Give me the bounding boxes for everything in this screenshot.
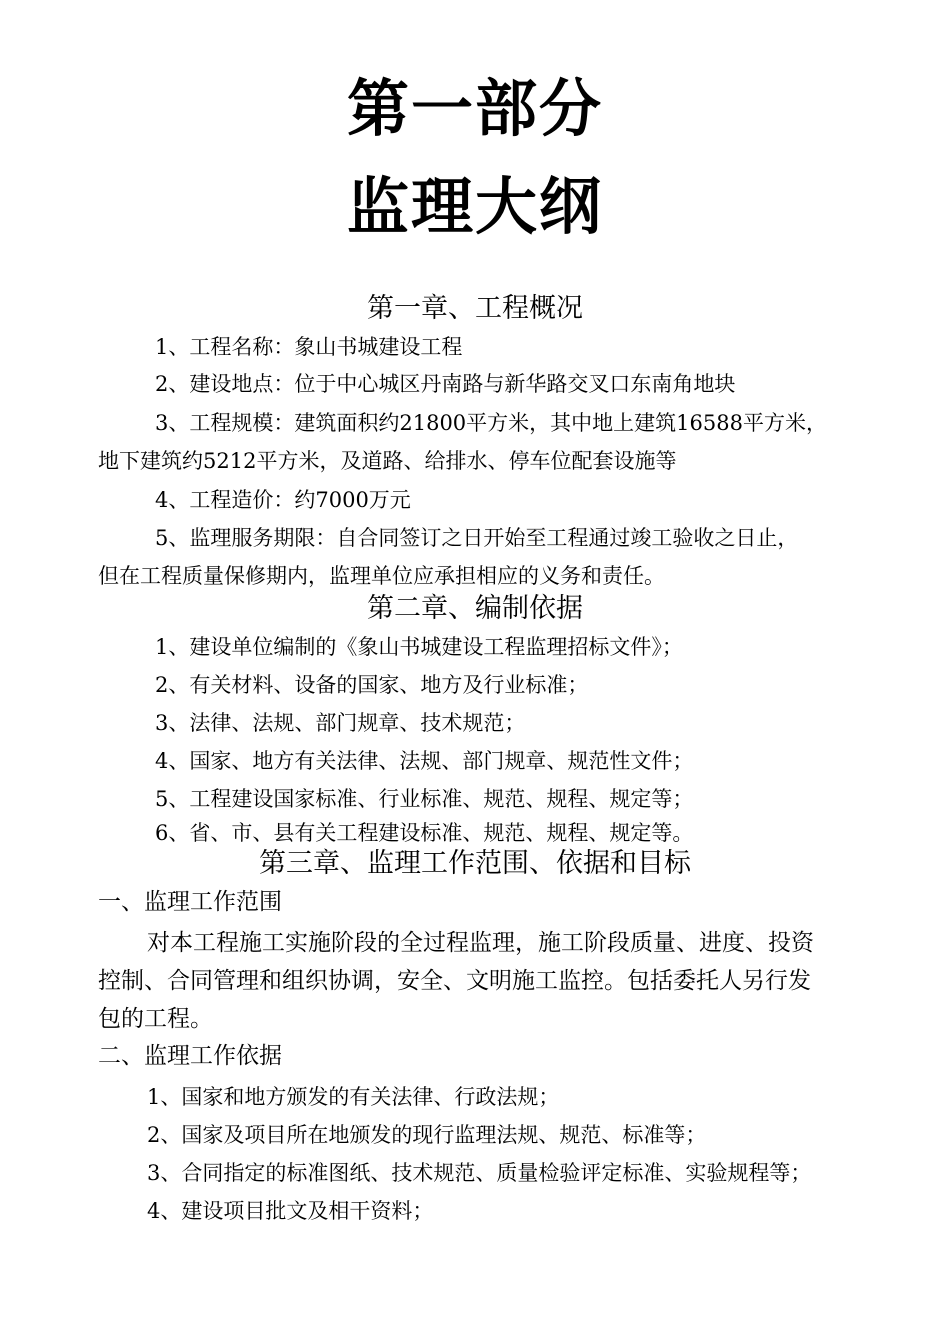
- chapter-1-item-5: 5、监理服务期限：自合同签订之日开始至工程通过竣工验收之日止，: [155, 526, 799, 550]
- section-scope-line-2: 控制、合同管理和组织协调，安全、文明施工监控。包括委托人另行发: [98, 968, 811, 994]
- section-basis-heading: 二、监理工作依据: [98, 1043, 282, 1069]
- chapter-2-item-2: 2、有关材料、设备的国家、地方及行业标准；: [155, 673, 589, 697]
- chapter-2-item-6: 6、省、市、县有关工程建设标准、规范、规程、规定等。: [155, 821, 694, 845]
- chapter-1-item-4: 4、工程造价：约7000万元: [155, 488, 411, 512]
- section-scope-heading: 一、监理工作范围: [98, 889, 282, 915]
- chapter-1-item-2: 2、建设地点：位于中心城区丹南路与新华路交叉口东南角地块: [155, 372, 736, 396]
- chapter-1-item-1: 1、工程名称：象山书城建设工程: [155, 335, 463, 359]
- chapter-2-heading: 第二章、编制依据: [367, 593, 583, 624]
- chapter-1-item-3-cont: 地下建筑约5212平方米，及道路、给排水、停车位配套设施等: [98, 449, 677, 473]
- chapter-2-item-4: 4、国家、地方有关法律、法规、部门规章、规范性文件；: [155, 749, 694, 773]
- chapter-1-heading: 第一章、工程概况: [367, 293, 583, 324]
- chapter-2-item-5: 5、工程建设国家标准、行业标准、规范、规程、规定等；: [155, 787, 694, 811]
- section-scope-line-3: 包的工程。: [98, 1006, 213, 1032]
- section-scope-line-1: 对本工程施工实施阶段的全过程监理，施工阶段质量、进度、投资: [147, 930, 814, 956]
- page-title-part: 第一部分: [346, 72, 603, 145]
- chapter-2-item-1: 1、建设单位编制的《象山书城建设工程监理招标文件》；: [155, 635, 683, 659]
- section-basis-item-2: 2、国家及项目所在地颁发的现行监理法规、规范、标准等；: [147, 1123, 707, 1147]
- chapter-3-heading: 第三章、监理工作范围、依据和目标: [259, 848, 691, 879]
- section-basis-item-4: 4、建设项目批文及相干资料；: [147, 1199, 434, 1223]
- chapter-1-item-3: 3、工程规模：建筑面积约21800平方米，其中地上建筑16588平方米，: [155, 411, 827, 435]
- chapter-2-item-3: 3、法律、法规、部门规章、技术规范；: [155, 711, 526, 735]
- section-basis-item-3: 3、合同指定的标准图纸、技术规范、质量检验评定标准、实验规程等；: [147, 1161, 812, 1185]
- chapter-1-item-5-cont: 但在工程质量保修期内，监理单位应承担相应的义务和责任。: [98, 564, 665, 588]
- page-title-outline: 监理大纲: [346, 170, 603, 243]
- section-basis-item-1: 1、国家和地方颁发的有关法律、行政法规；: [147, 1085, 560, 1109]
